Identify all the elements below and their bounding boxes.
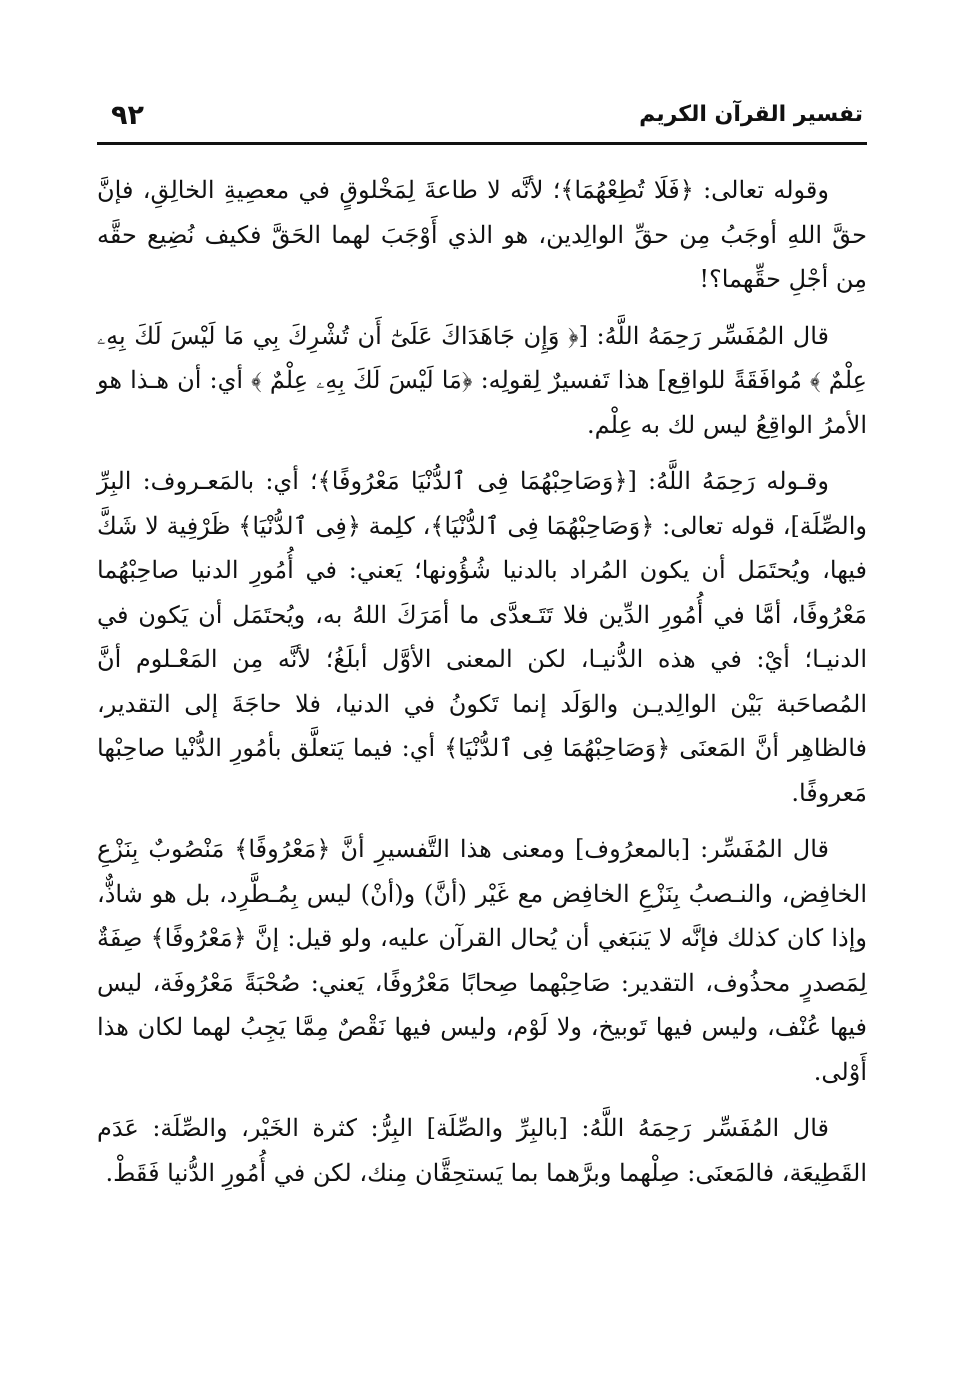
paragraph-2: قال المُفَسِّر رَحِمَهُ اللَّهُ: [﴿ وَإِن جَاهَدَاكَ عَلَىٰٓ أَن تُشْرِكَ بِي مَا لَيْسَ لَكَ بِهِۦ عِلْمٌ ﴾ مُوافَقَةً للواقِع] هذا تَفسيرٌ لِقولِه: ﴿مَا لَيْسَ لَكَ بِهِۦ عِلْمٌ ﴾ أي: أن هـذا هو الأمرُ الواقِعُ ليس لك به عِلْم.: [97, 321, 867, 439]
paragraph-1: وقوله تعالى: ﴿فَلَا تُطِعْهُمَا﴾؛ لأنَّه لا طاعةَ لِمَخْلوقٍ في معصِيةِ الخالِقِ، فإنَّ حقَّ اللهِ أوجَبُ مِن حقِّ الوالِدين، هو الذي أَوْجَبَ لهما الحَقَّ فكيف نُضِيع حقَّه مِن أجْلِ حقِّهما؟!: [97, 176, 867, 293]
page-body: [97, 168, 867, 1207]
paragraph-4: قال المُفَسِّر: [بالمعرُوف] ومعنى هذا التَّفسيرِ أنَّ ﴿مَعْرُوفًا﴾ مَنْصُوبٌ بِنَزْعِ الخافِض، والنـصبُ بِنَزْعِ الخافِض مع غَيْر (أنَّ) و(أنْ) ليس بِمُـطَّرِد، بل هو شاذٌّ، وإذا كان كذلك فإنَّه لا يَنبَغي أن يُحال القرآن عليه، ولو قيل: إنَّ ﴿مَعْرُوفًا﴾ صِفَةٌ لِمَصدرٍ محذُوف، التقدير: صَاحِبْهما صِحابًا مَعْرُوفًا، يَعني: صُحْبَةً مَعْرُوفَة، ليس فيها عُنْف، وليس فيها تَوبيخ، ولا لَوْم، وليس فيها نَقْصٌ مِمَّا يَجِبُ لهما لكان هذا أَوْلى.: [97, 835, 867, 1086]
paragraph-5: قال المُفَسِّر رَحِمَهُ اللَّهُ: [بالبِرِّ والصِّلَة] البِرُّ: كثرة الخَيْر، والصِّلَة: عَدَم القَطِيعَة، فالمَعنَى: صِلْهما وبرَّهما بما يَستحِقَّان مِنك، لكن في أُمُورِ الدُّنيا فَقَطْ.: [97, 1114, 867, 1187]
page-number: ٩٢: [111, 100, 144, 131]
running-title: تفسير القرآن الكريم: [639, 102, 863, 127]
paragraph-3: وقـوله رَحِمَهُ اللَّهُ: [﴿وَصَاحِبْهُمَا فِى ٱلدُّنْيَا مَعْرُوفًا﴾؛ أي: بالمَعـروف: البِرِّ والصِّلَة]، قوله تعالى: ﴿وَصَاحِبْهُمَا فِى ٱلدُّنْيَا﴾، كلِمة ﴿فِى ٱلدُّنْيَا﴾ ظَرْفِية لا شَكَّ فيها، ويُحتَمَل أن يكون المُراد بالدنيا شُؤُونها؛ يَعني: في أُمُورِ الدنيا صاحِبْهُما مَعْرُوفًا، أمَّا في أُمُورِ الدِّين فلا تَتَـعدَّى ما أمَرَكَ اللهُ به، ويُحتَمَل أن يَكون في الدنيـا؛ أيْ: في هذه الدُّنيـا، لكن المعنى الأوَّل أبلَغُ؛ لأنَّه مِن المَعْـلوم أنَّ المُصاحَبة بَيْن الوالِديـن والوَلَد إنما تَكونُ في الدنيا، فلا حاجَةَ إلى التقدير، فالظاهِر أنَّ المَعنَى ﴿وَصَاحِبْهُمَا فِى ٱلدُّنْيَا﴾ أي: فيما يَتعلَّق بأمُورِ الدُّنْيا صاحِبْها مَعروفًا.: [97, 467, 867, 807]
page-header: [97, 96, 867, 145]
